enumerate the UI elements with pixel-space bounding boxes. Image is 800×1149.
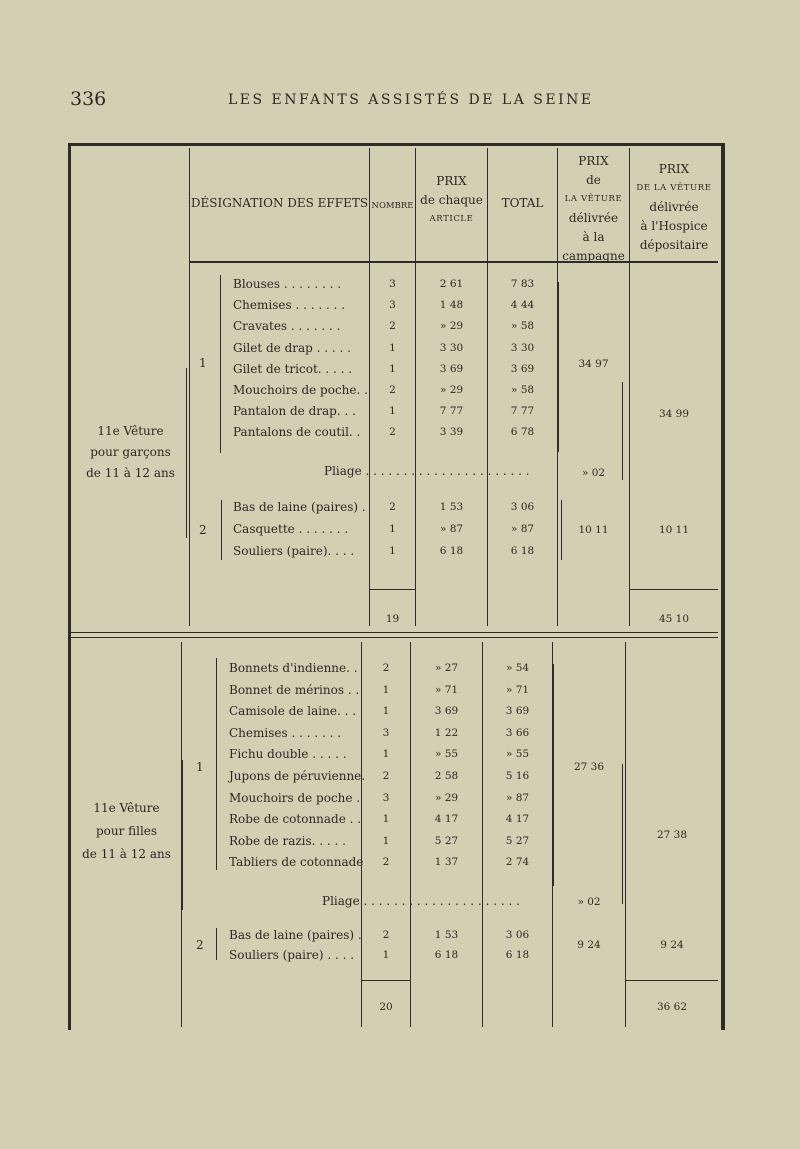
item-nombre: 1 (389, 341, 396, 354)
item-nombre: 2 (389, 426, 396, 439)
item-prix: 1 37 (434, 856, 459, 869)
boys-group2-hospice: 10 11 (658, 524, 690, 536)
header-total: TOTAL (501, 196, 544, 210)
item-prix: » 29 (439, 320, 464, 333)
item-name: Blouses . . . . . . . . (233, 277, 342, 291)
boys-group2-campagne: 10 11 (578, 524, 609, 536)
item-prix: 6 18 (439, 545, 464, 557)
item-prix: 1 22 (434, 726, 459, 739)
item-nombre: 1 (382, 834, 390, 847)
item-name: Jupons de péruvienne. (229, 769, 366, 783)
boys-pliage-value: » 02 (581, 467, 606, 479)
item-prix: 3 69 (439, 362, 464, 375)
item-nombre: 3 (389, 299, 396, 312)
item-total: 3 69 (505, 705, 530, 718)
item-prix: » 29 (439, 384, 464, 396)
item-prix: » 29 (434, 791, 459, 804)
item-name: Bonnets d'indienne. . (229, 661, 358, 675)
header-prix-hospice: PRIX DE LA VÊTURE délivrée à l'Hospice dépositaire (636, 162, 712, 252)
item-total: 6 78 (510, 426, 535, 439)
item-nombre: 1 (389, 362, 396, 375)
page-number: 336 (70, 88, 107, 110)
item-name: Souliers (paire) . . . . (229, 948, 355, 962)
item-total: 5 16 (505, 770, 530, 782)
item-prix: » 55 (434, 748, 459, 761)
item-prix: 7 77 (439, 405, 464, 418)
girls-total-nombre: 20 (379, 1001, 393, 1013)
girls-total-hospice: 36 62 (656, 1001, 688, 1013)
item-nombre: 3 (389, 278, 396, 290)
item-name: Camisole de laine. . . (229, 704, 357, 719)
item-total: 3 06 (510, 501, 535, 513)
header-prix-campagne: PRIX de LA VÊTURE délivrée à la campagne (562, 154, 625, 263)
item-name: Souliers (paire). . . . (233, 544, 355, 558)
item-prix: 1 53 (434, 929, 459, 941)
boys-group1-number: 1 (199, 356, 207, 370)
item-total: » 87 (510, 523, 535, 535)
boys-section-label: 11e Vêture pour garçons de 11 à 12 ans (86, 424, 175, 480)
item-total: 2 74 (505, 856, 530, 869)
item-name: Tabliers de cotonnade (229, 855, 364, 870)
boys-hospice-total-1: 34 99 (658, 408, 690, 420)
item-name: Bonnet de mérinos . . (229, 682, 360, 697)
item-prix: 6 18 (434, 949, 459, 961)
boys-group1-campagne: 34 97 (578, 358, 609, 370)
item-name: Pantalon de drap. . . (233, 404, 356, 419)
item-nombre: 1 (382, 705, 390, 718)
item-name: Bas de laine (paires) . (233, 500, 366, 514)
item-name: Mouchoirs de poche. . (233, 383, 368, 397)
item-name: Gilet de tricot. . . . . (233, 361, 353, 376)
item-prix: 5 27 (434, 834, 459, 847)
item-name: Mouchoirs de poche . (229, 790, 361, 805)
girls-group1-number: 1 (196, 760, 204, 774)
girls-hospice-total-1: 27 38 (656, 829, 688, 841)
item-name: Fichu double . . . . . (229, 747, 347, 762)
item-total: 3 06 (505, 929, 530, 941)
boys-total-nombre: 19 (385, 613, 400, 625)
header-nombre: NOMBRE (371, 201, 414, 211)
item-prix: 1 48 (439, 299, 464, 312)
item-total: » 55 (505, 748, 530, 761)
boys-pliage-label: Pliage . . . . . . . . . . . . . . . . . . . . . . (324, 464, 530, 478)
item-nombre: 1 (389, 405, 396, 418)
header-prix-article: PRIX de chaque ARTICLE (420, 174, 483, 224)
item-total: 4 17 (505, 813, 530, 826)
boys-total-hospice: 45 10 (658, 613, 690, 625)
item-nombre: 2 (389, 320, 396, 333)
item-prix: » 71 (434, 683, 459, 696)
item-name: Cravates . . . . . . . (233, 319, 341, 334)
item-nombre: 1 (382, 813, 390, 826)
item-total: 4 44 (510, 299, 535, 312)
item-prix: 3 30 (439, 341, 464, 354)
item-nombre: 1 (382, 748, 390, 761)
item-name: Casquette . . . . . . . (233, 522, 349, 536)
item-total: 6 18 (505, 949, 530, 961)
item-prix: 2 61 (439, 278, 464, 290)
girls-section-label: 11e Vêture pour filles de 11 à 12 ans (82, 801, 171, 861)
girls-pliage-value: » 02 (577, 896, 601, 908)
item-nombre: 3 (382, 726, 390, 739)
running-header: LES ENFANTS ASSISTÉS DE LA SEINE (228, 92, 594, 108)
item-prix: 3 39 (439, 426, 464, 439)
item-nombre: 3 (382, 791, 390, 804)
item-nombre: 2 (382, 770, 390, 782)
item-total: » 58 (510, 320, 535, 333)
item-nombre: 2 (382, 662, 390, 674)
item-prix: 2 58 (434, 770, 459, 782)
item-nombre: 1 (382, 683, 390, 696)
item-nombre: 2 (382, 856, 390, 869)
item-total: » 87 (505, 791, 530, 804)
item-total: » 54 (505, 662, 530, 674)
item-nombre: 2 (382, 929, 390, 941)
item-total: 7 77 (510, 405, 535, 418)
header-designation: DÉSIGNATION DES EFFETS (190, 196, 369, 210)
item-name: Chemises . . . . . . . (233, 298, 346, 313)
girls-pliage-label: Pliage . . . . . . . . . . . . . . . . . . . . . (322, 894, 520, 908)
item-total: » 58 (510, 384, 535, 396)
item-nombre: 1 (382, 949, 390, 961)
item-total: 3 30 (510, 341, 535, 354)
girls-group2-campagne: 9 24 (577, 939, 601, 951)
item-name: Pantalons de coutil. . (233, 425, 361, 440)
item-name: Gilet de drap . . . . . (233, 340, 351, 355)
item-name: Chemises . . . . . . . (229, 725, 342, 740)
item-total: 3 69 (510, 362, 535, 375)
item-nombre: 2 (389, 501, 396, 513)
item-nombre: 1 (389, 545, 396, 557)
item-total: » 71 (505, 683, 530, 696)
item-nombre: 1 (389, 523, 396, 535)
item-prix: 1 53 (439, 501, 464, 513)
item-prix: 4 17 (434, 813, 459, 826)
boys-group2-number: 2 (199, 523, 207, 537)
item-total: 3 66 (505, 726, 530, 739)
item-prix: » 87 (439, 523, 464, 535)
girls-group1-campagne: 27 36 (573, 761, 605, 773)
item-total: 5 27 (505, 834, 530, 847)
item-prix: » 27 (434, 662, 459, 674)
girls-group2-hospice: 9 24 (660, 939, 684, 951)
item-total: 6 18 (510, 545, 535, 557)
item-name: Robe de cotonnade . . (229, 812, 362, 827)
item-name: Robe de razis. . . . . (229, 833, 346, 848)
item-total: 7 83 (510, 278, 535, 290)
item-nombre: 2 (389, 384, 396, 396)
item-name: Bas de laine (paires) . (229, 928, 362, 942)
girls-group2-number: 2 (196, 938, 204, 952)
item-prix: 3 69 (434, 705, 459, 718)
